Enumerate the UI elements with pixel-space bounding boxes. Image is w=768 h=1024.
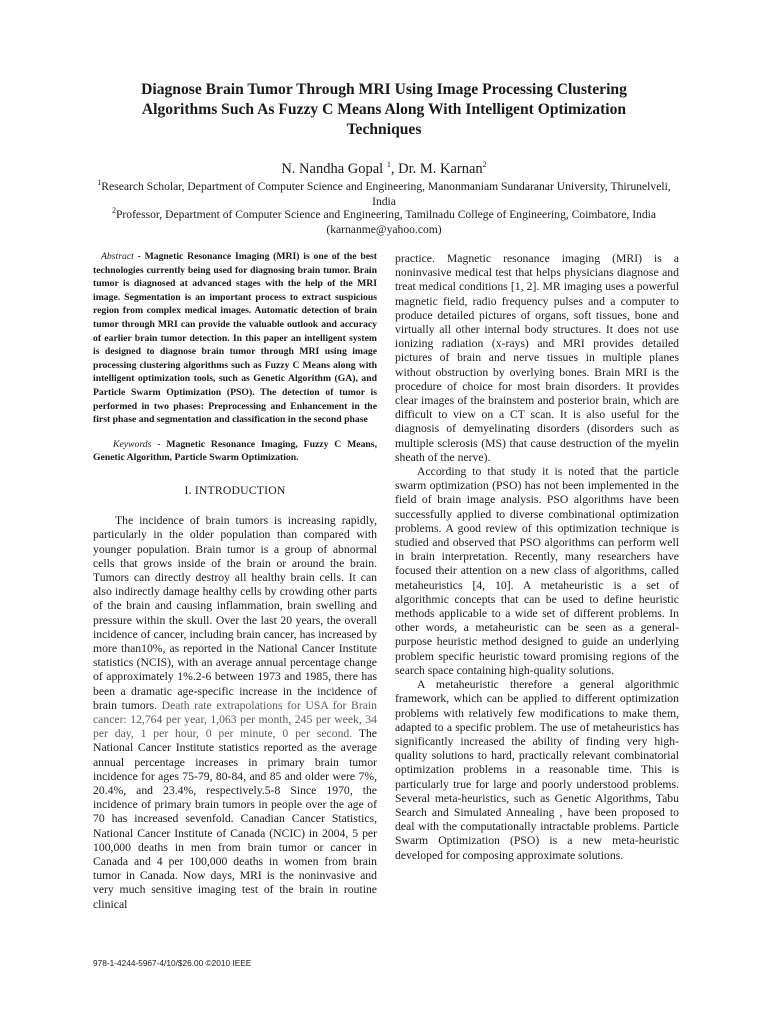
affiliation-1-mark: 1 [97, 178, 102, 188]
keywords [93, 438, 377, 465]
affiliation-1 [84, 179, 684, 209]
section-heading-introduction: I. INTRODUCTION [184, 483, 286, 497]
author-separator: , [390, 161, 399, 177]
contact-email: (karnanme@yahoo.com) [326, 223, 442, 236]
affiliation-2-text: Professor, Department of Computer Science and Engineering, Tamilnadu College of Engineering, Coimbatore, India [115, 208, 657, 221]
intro-p1-death-rate-note: Death rate extrapolations for USA for Brain cancer: 12,764 per year, 1,063 per month, 245 per week, 34 per day, 1 per hour, 0 per minute, 0 per second. [93, 698, 377, 741]
right-paragraph-3: A metaheuristic therefore a general algorithmic framework, which can be applied to different optimization problems with relatively few modifications to make them, adapted to a specific problem. The use of metaheuristics has significantly increased the ability of finding very high-quality solutions to hard, practically relevant combinatorial optimization problems in a reasonable time. This is particularly true for large and poorly understood problems. Several meta-heuristics, such as Genetic Algorithms, Tabu Search and Simulated Annealing , have been proposed to deal with the computationally intractable problems. Particle Swarm Optimization (PSO) is a new meta-heuristic developed for composing approximate solutions. [395, 678, 679, 862]
abstract-label: Abstract [101, 251, 134, 262]
keywords-text: - Magnetic Resonance Imaging, Fuzzy C Means, Genetic Algorithm, Particle Swarm Optimization. [93, 438, 377, 464]
author-2-affiliation-mark: 2 [482, 160, 487, 170]
abstract [93, 250, 377, 427]
intro-paragraph-1 [93, 514, 377, 912]
author-line [84, 160, 684, 178]
copyright-footer: 978-1-4244-5967-4/10/$26.00 ©2010 IEEE [93, 958, 252, 968]
keywords-label: Keywords [113, 438, 152, 450]
intro-p1-part-a: The incidence of brain tumors is increasing rapidly, particularly in the older population than compared with younger population. Brain tumor is a group of abnormal cells that grows inside of the brain or around the brain. Tumors can directly destroy all healthy brain cells. It can also indirectly damage healthy cells by crowding other parts of the brain and causing inflammation, brain swelling and pressure within the skull. Over the last 20 years, the overall incidence of cancer, including brain cancer, has increased by more than10%, as reported in the National Cancer Institute statistics (NCIS), with an average annual percentage change of approximately 1%.2-6 between 1973 and 1985, there has been a dramatic age-specific increase in the incidence of brain tumors. [93, 514, 377, 712]
affiliation-1-text: Research Scholar, Department of Computer Science and Engineering, Manonmaniam Sundaranar University, Thirunelveli, India [101, 180, 671, 208]
abstract-text: - Magnetic Resonance Imaging (MRI) is one of the best technologies currently being used for diagnosing brain tumor. Brain tumor is diagnosed at advanced stages with the help of the MRI image. Segmentation is an important process to extract suspicious region from complex medical images. Automatic detection of brain tumor through MRI can provide the valuable outlook and accuracy of earlier brain tumor detection. In this paper an intelligent system is designed to diagnose brain tumor through MRI using image processing clustering algorithms such as Fuzzy C Means along with intelligent optimization tools, such as Genetic Algorithm (GA), and Particle Swarm Optimization (PSO). The detection of tumor is performed in two phases: Preprocessing and Enhancement in the first phase and segmentation and classification in the second phase [93, 251, 377, 426]
left-column [93, 250, 377, 912]
affiliation-2-mark: 2 [111, 206, 116, 216]
author-name-2: Dr. M. Karnan [398, 161, 483, 177]
author-name-1: N. Nandha Gopal [281, 161, 384, 177]
right-paragraph-2: According to that study it is noted that the particle swarm optimization (PSO) has not been implemented in the field of brain image analysis. PSO algorithms have been successfully applied to diverse combinational optimization problems. A good review of this optimization technique is studied and observed that PSO algorithms can perform well in brain interpretation. Recently, many researchers have focused their attention on a new class of algorithms, called metaheuristics [4, 10]. A metaheuristic is a set of algorithmic concepts that can be used to define heuristic methods applicable to a wide set of different problems. In other words, a metaheuristic can be seen as a general-purpose heuristic method designed to guide an underlying problem specific heuristic toward promising regions of the search space containing high-quality solutions. [395, 465, 679, 677]
right-column [395, 252, 679, 863]
intro-p1-part-c: The National Cancer Institute statistics reported as the average annual percentage increases in primary brain tumor incidence for ages 75-79, 80-84, and 85 and older were 7%, 20.4%, and 23.4%, respectively.5-8 Since 1970, the incidence of primary brain tumors in people over the age of 70 has increased sevenfold. Canadian Cancer Statistics, National Cancer Institute of Canada (NCIC) in 2004, 5 per 100,000 deaths in men from brain tumor or cancer in Canada and 4 per 100,000 deaths in women from brain tumor in Canada. Now days, MRI is the noninvasive and very much sensitive imaging test of the brain in routine clinical [93, 727, 377, 911]
paper-title: Diagnose Brain Tumor Through MRI Using Image Processing Clustering Algorithms Such As Fuzzy C Means Along With Intelligent Optimization Techniques [141, 81, 627, 138]
right-paragraph-1: practice. Magnetic resonance imaging (MRI) is a noninvasive medical test that helps physicians diagnose and treat medical conditions [1, 2]. MR imaging uses a powerful magnetic field, radio frequency pulses and a computer to produce detailed pictures of organs, soft tissues, bone and virtually all other internal body structures. It does not use ionizing radiation (x-rays) and MRI provides detailed pictures of brain and nerve tissues in multiple planes without obstruction by overlying bones. Brain MRI is the procedure of choice for most brain disorders. It provides clear images of the brainstem and posterior brain, which are difficult to view on a CT scan. It is also useful for the diagnosis of demyelinating disorders (disorders such as multiple sclerosis (MS) that cause destruction of the myelin sheath of the nerve). [395, 252, 679, 464]
author-1-affiliation-mark: 1 [386, 160, 391, 170]
affiliation-2 [84, 207, 684, 222]
